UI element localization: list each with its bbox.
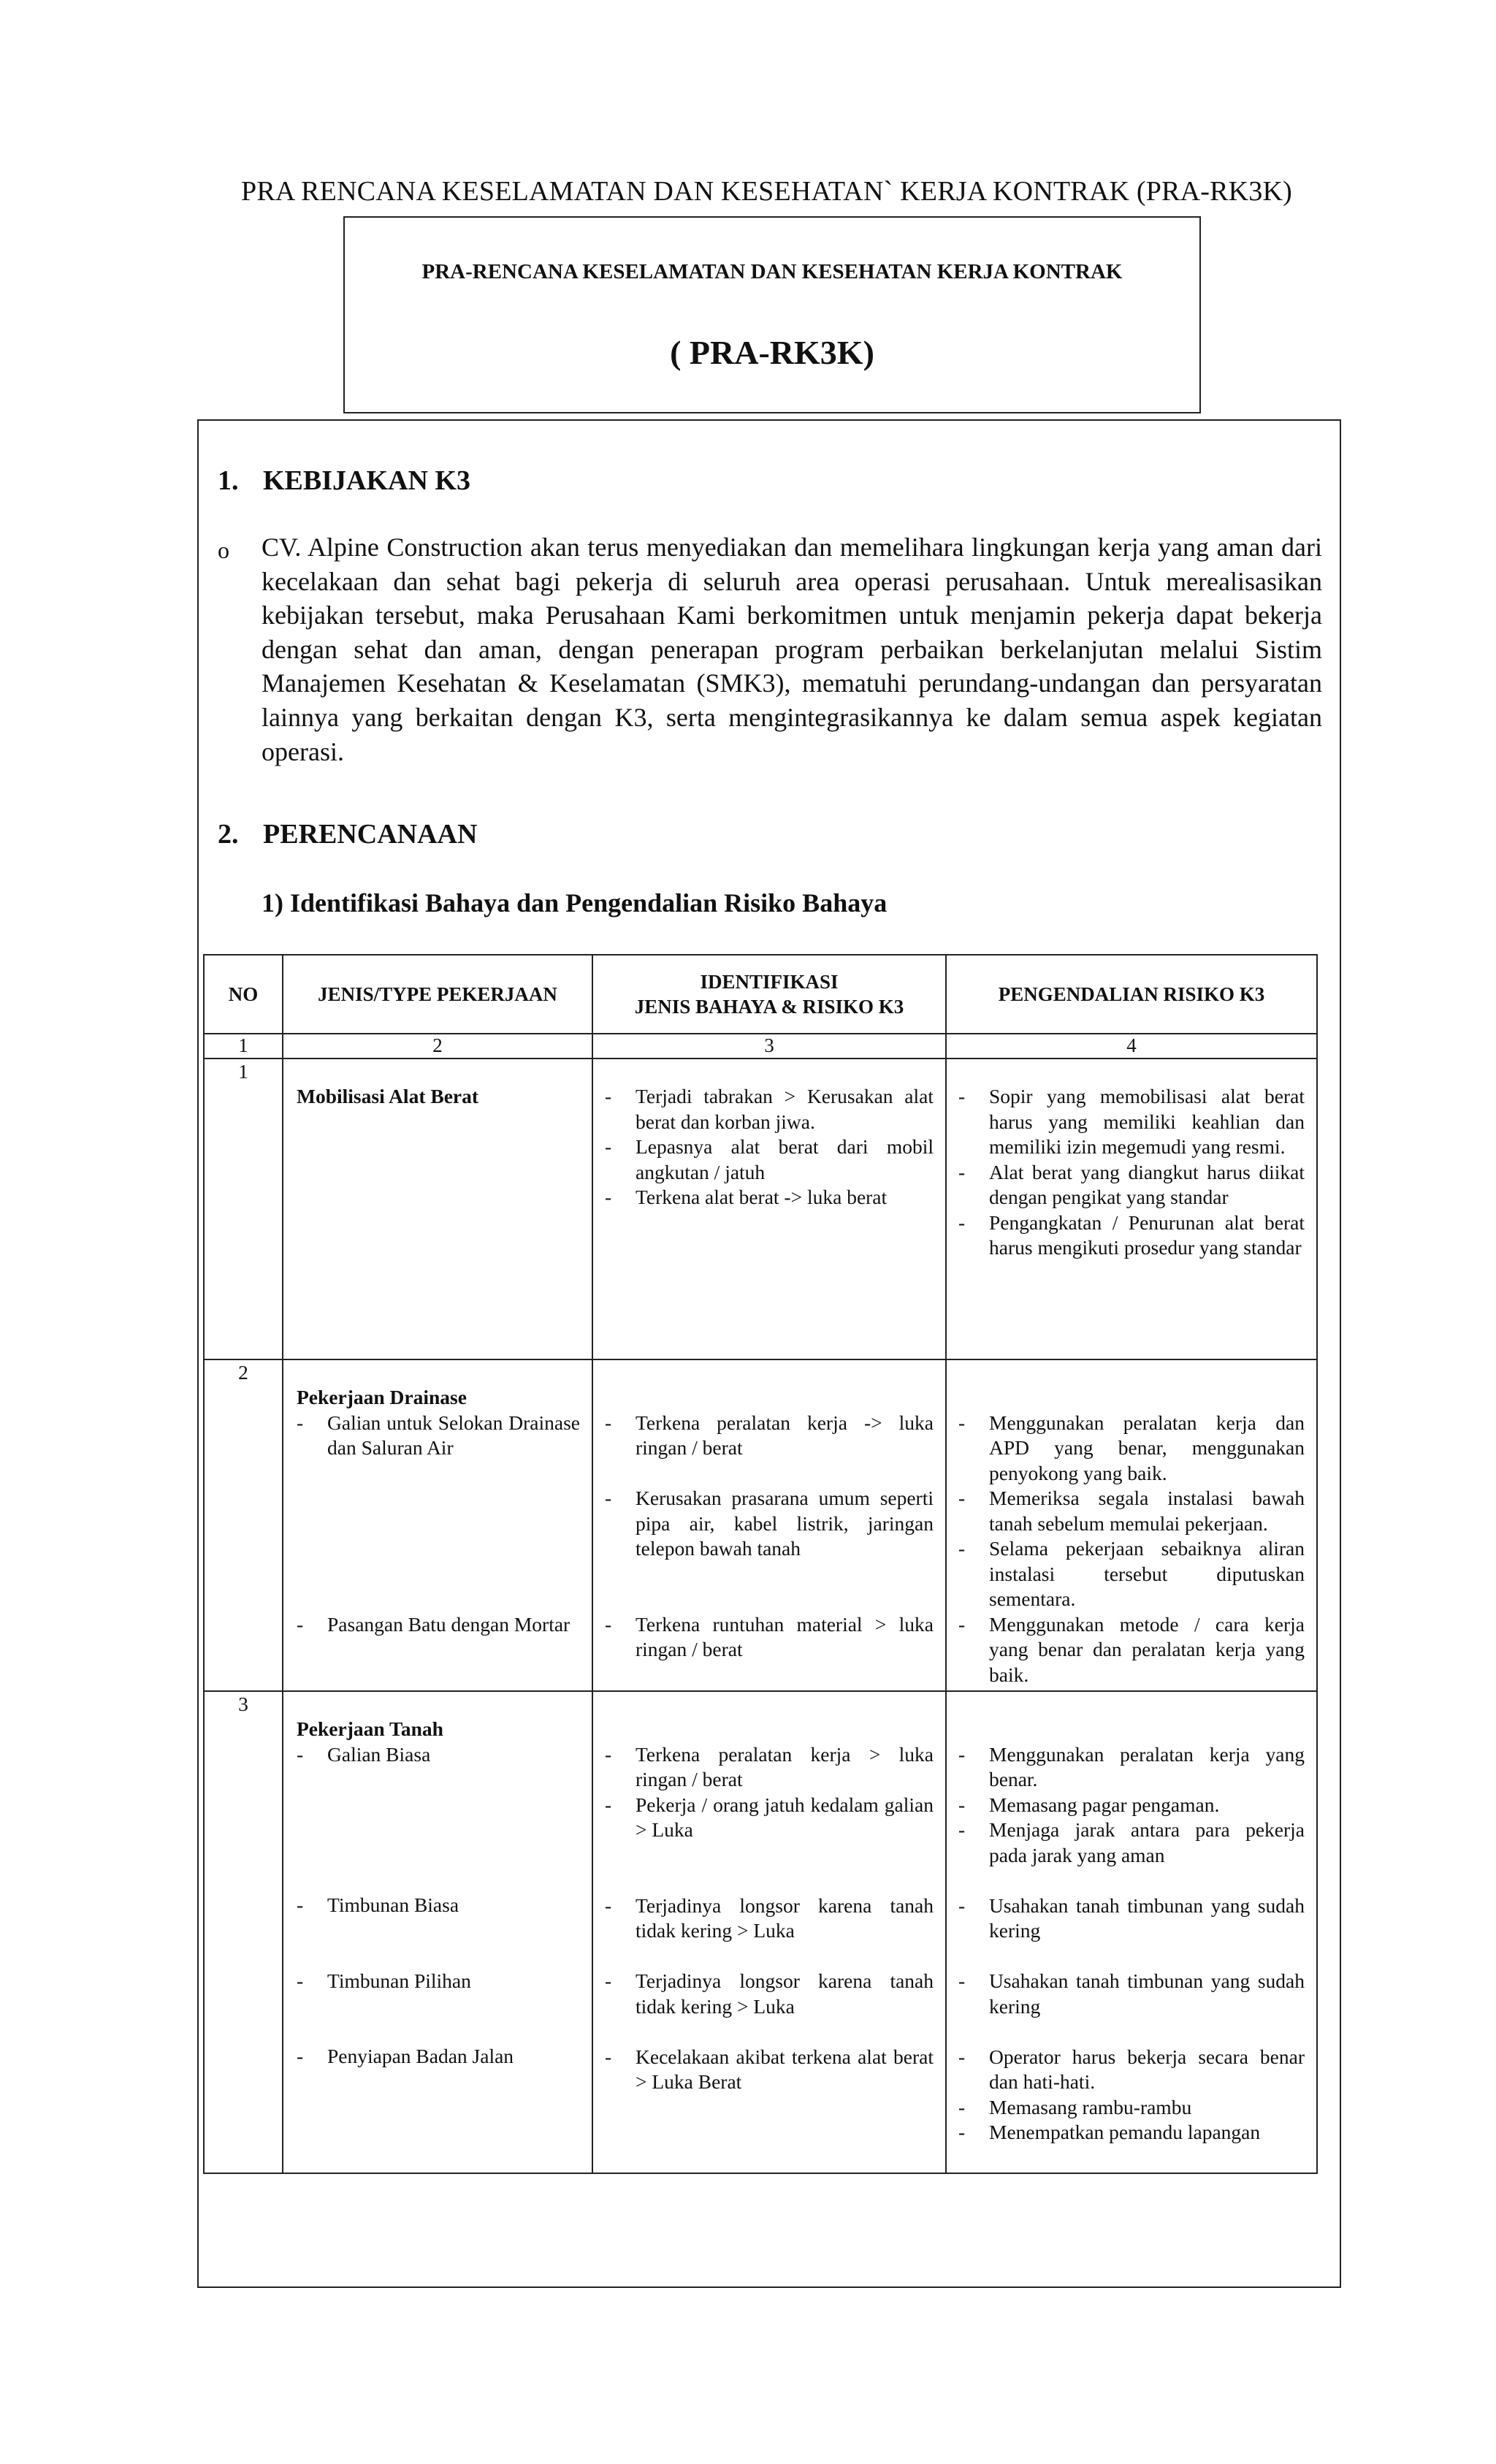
job-title: Mobilisasi Alat Berat: [297, 1085, 479, 1107]
job-item: - Galian untuk Selokan Drainase dan Saluran Air: [297, 1411, 580, 1459]
section1-number: 1.: [218, 465, 239, 496]
section2-heading: [218, 818, 477, 850]
row-number: 3: [204, 1691, 283, 2173]
section1-heading-text: KEBIJAKAN K3: [263, 465, 470, 496]
table-row: [204, 1691, 1317, 2173]
title-box: [343, 216, 1201, 413]
column-index: 4: [946, 1034, 1317, 1059]
control-item: - Usahakan tanah timbunan yang sudah kering: [958, 1893, 1305, 1942]
control-item: - Menempatkan pemandu lapangan: [958, 2121, 1261, 2143]
header-identification-line2: JENIS BAHAYA & RISIKO K3: [634, 996, 904, 1018]
hazard-item: - Pekerja / orang jatuh kedalam galian > Luka: [605, 1793, 934, 1841]
control-item: - Menggunakan metode / cara kerja yang benar dan peralatan kerja yang baik.: [958, 1612, 1305, 1686]
column-index: 3: [592, 1034, 946, 1059]
job-item: - Pasangan Batu dengan Mortar: [297, 1612, 570, 1636]
job-cell: [283, 1359, 592, 1691]
hazard-table: [203, 954, 1318, 2174]
title-box-line1: PRA-RENCANA KESELAMATAN DAN KESEHATAN KERJA KONTRAK: [421, 260, 1123, 283]
hazard-item: - Terkena runtuhan material > luka ringan / berat: [605, 1612, 934, 1660]
row-number: 1: [204, 1059, 283, 1359]
title-box-line2: ( PRA-RK3K): [670, 334, 874, 371]
header-control: PENGENDALIAN RISIKO K3: [946, 955, 1317, 1034]
table-header-row: [204, 955, 1317, 1034]
control-item: - Menggunakan peralatan kerja dan APD yang benar, menggunakan penyokong yang baik.: [958, 1411, 1305, 1484]
control-item: - Memasang pagar pengaman.: [958, 1793, 1220, 1816]
hazard-item: - Terjadinya longsor karena tanah tidak kering > Luka: [605, 1969, 934, 2018]
header-identification-line1: IDENTIFIKASI: [700, 971, 839, 993]
job-cell: [283, 1059, 592, 1359]
column-index-row: [204, 1034, 1317, 1059]
row-number: 2: [204, 1359, 283, 1691]
control-item: - Selama pekerjaan sebaiknya aliran instalasi tersebut diputuskan sementara.: [958, 1537, 1305, 1610]
header-job: JENIS/TYPE PEKERJAAN: [283, 955, 592, 1034]
hazard-item: - Terjadinya longsor karena tanah tidak kering > Luka: [605, 1893, 934, 1942]
control-cell: [946, 1691, 1317, 2173]
table-row: [204, 1359, 1317, 1691]
column-index: 2: [283, 1034, 592, 1059]
job-item: - Galian Biasa: [297, 1742, 431, 1766]
job-item: - Penyiapan Badan Jalan: [297, 2045, 514, 2067]
hazard-item: - Terkena peralatan kerja -> luka ringan / berat: [605, 1411, 934, 1459]
control-item: - Alat berat yang diangkut harus diikat dengan pengikat yang standar: [958, 1160, 1305, 1208]
section1-heading: [218, 465, 470, 497]
bullet-circle: o: [218, 537, 229, 563]
section2-heading-text: PERENCANAAN: [263, 819, 478, 850]
header-identification: [592, 955, 946, 1034]
section2-number: 2.: [218, 819, 239, 850]
document-header-title: PRA RENCANA KESELAMATAN DAN KESEHATAN` KERJA KONTRAK (PRA-RK3K): [241, 176, 1292, 207]
job-title: Pekerjaan Drainase: [297, 1386, 467, 1408]
hazard-item: - Lepasnya alat berat dari mobil angkutan / jatuh: [605, 1135, 934, 1183]
hazard-item: - Terkena alat berat -> luka berat: [605, 1186, 888, 1208]
column-index: 1: [204, 1034, 283, 1059]
hazard-cell: [592, 1059, 946, 1359]
job-item: - Timbunan Biasa: [297, 1893, 459, 1916]
section2-subheading: 1) Identifikasi Bahaya dan Pengendalian Risiko Bahaya: [262, 888, 888, 918]
control-item: - Menggunakan peralatan kerja yang benar.: [958, 1742, 1305, 1790]
hazard-item: - Terjadi tabrakan > Kerusakan alat berat dan korban jiwa.: [605, 1085, 934, 1133]
control-cell: [946, 1059, 1317, 1359]
policy-paragraph: CV. Alpine Construction akan terus menyediakan dan memelihara lingkungan kerja yang aman dari kecelakaan dan sehat bagi pekerja di seluruh area operasi perusahaan. Untuk merealisasikan kebijakan tersebut, maka Perusahaan Kami berkomitmen untuk menjamin pekerja dapat bekerja dengan sehat dan aman, dengan penerapan program perbaikan berkelanjutan melalui Sistim Manajemen Kesehatan & Keselamatan (SMK3), mematuhi perundang-undangan dan persyaratan lainnya yang berkaitan dengan K3, serta mengintegrasikannya ke dalam semua aspek kegiatan operasi.: [262, 533, 1322, 766]
control-item: - Pengangkatan / Penurunan alat berat harus mengikuti prosedur yang standar: [958, 1210, 1305, 1259]
job-title: Pekerjaan Tanah: [297, 1717, 443, 1740]
control-item: - Menjaga jarak antara para pekerja pada jarak yang aman: [958, 1818, 1305, 1866]
control-item: - Memasang rambu-rambu: [958, 2095, 1192, 2118]
control-item: - Operator harus bekerja secara benar dan hati-hati.: [958, 2045, 1305, 2093]
control-item: - Sopir yang memobilisasi alat berat harus yang memiliki keahlian dan memiliki izin megemudi yang resmi.: [958, 1085, 1305, 1158]
job-cell: [283, 1691, 592, 2173]
header-no: NO: [204, 955, 283, 1034]
hazard-item: - Terkena peralatan kerja > luka ringan / berat: [605, 1742, 934, 1790]
hazard-item: - Kerusakan prasarana umum seperti pipa air, kabel listrik, jaringan telepon bawah tanah: [605, 1487, 934, 1560]
hazard-item: - Kecelakaan akibat terkena alat berat > Luka Berat: [605, 2045, 934, 2093]
hazard-cell: [592, 1359, 946, 1691]
control-item: - Memeriksa segala instalasi bawah tanah sebelum memulai pekerjaan.: [958, 1487, 1305, 1535]
table-row: [204, 1059, 1317, 1359]
hazard-cell: [592, 1691, 946, 2173]
control-cell: [946, 1359, 1317, 1691]
control-item: - Usahakan tanah timbunan yang sudah kering: [958, 1969, 1305, 2018]
job-item: - Timbunan Pilihan: [297, 1969, 471, 1992]
